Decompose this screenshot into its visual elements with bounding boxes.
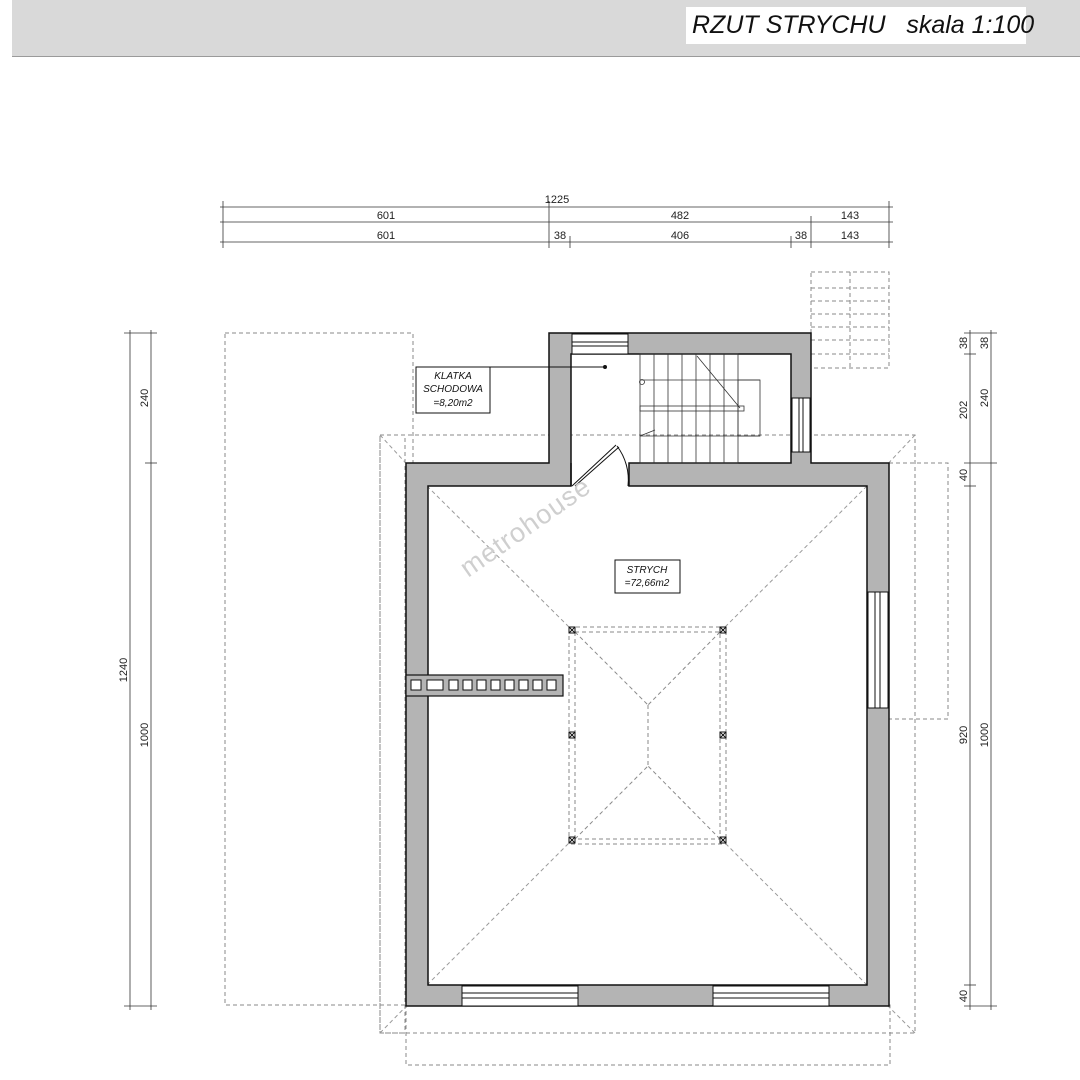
window-bottom-left (462, 986, 578, 1006)
dim-top-row2-c: 143 (840, 210, 860, 222)
dim-top-row3-a: 601 (376, 230, 396, 242)
dim-right-outer-a: 38 (979, 336, 991, 350)
dim-top-row2-b: 482 (670, 210, 690, 222)
dim-top-row2-a: 601 (376, 210, 396, 222)
staircase (640, 354, 761, 463)
dim-top-row3-c: 406 (670, 230, 690, 242)
dim-right-inner-a: 38 (958, 336, 970, 350)
wall-poly (406, 333, 889, 1006)
attic-label-area: =72,66m2 (624, 578, 670, 589)
window-stair-right (792, 398, 810, 452)
dim-top-row3-d: 38 (794, 230, 808, 242)
top-dimensions (220, 194, 893, 248)
dim-right-outer-b: 240 (979, 388, 991, 408)
post-marker (720, 837, 726, 843)
dim-left-top: 240 (139, 388, 151, 408)
dim-left-total: 1240 (118, 657, 130, 683)
watermark: metrohouse (454, 470, 597, 583)
roof-outline-bottom (406, 1005, 890, 1065)
dim-right-inner-d: 920 (958, 725, 970, 745)
roof-outlines (225, 272, 948, 1065)
post-marker (569, 732, 575, 738)
stair-label-area: =8,20m2 (433, 398, 473, 409)
dim-right-outer-c: 1000 (979, 722, 991, 748)
roof-edge-left (380, 435, 405, 1033)
post-marker (569, 627, 575, 633)
post-marker (569, 837, 575, 843)
dim-top-row3-b: 38 (553, 230, 567, 242)
chimney-block (406, 675, 563, 696)
right-dimensions (958, 330, 997, 1010)
roof-outline-right (889, 463, 948, 719)
stair-label-line2: SCHODOWA (423, 384, 483, 395)
window-stair-top (572, 334, 628, 354)
left-dimensions (118, 330, 157, 1010)
walls (406, 333, 889, 1006)
dim-right-inner-e: 40 (958, 989, 970, 1003)
window-bottom-right (713, 986, 829, 1006)
post-marker (720, 627, 726, 633)
post-marker (720, 732, 726, 738)
dim-top-total: 1225 (544, 194, 570, 206)
dim-right-inner-b: 202 (958, 400, 970, 420)
left-roof-outline (225, 333, 413, 1005)
drawing-title: RZUT STRYCHU skala 1:100 (686, 7, 1026, 44)
attic-room-label (615, 560, 680, 593)
stair-room-label (416, 365, 607, 413)
dim-top-row3-e: 143 (840, 230, 860, 242)
attic-label-name: STRYCH (626, 565, 668, 576)
window-right (868, 592, 888, 708)
dim-right-inner-c: 40 (958, 468, 970, 482)
stair-label-line1: KLATKA (434, 371, 472, 382)
dim-left-bottom: 1000 (139, 722, 151, 748)
